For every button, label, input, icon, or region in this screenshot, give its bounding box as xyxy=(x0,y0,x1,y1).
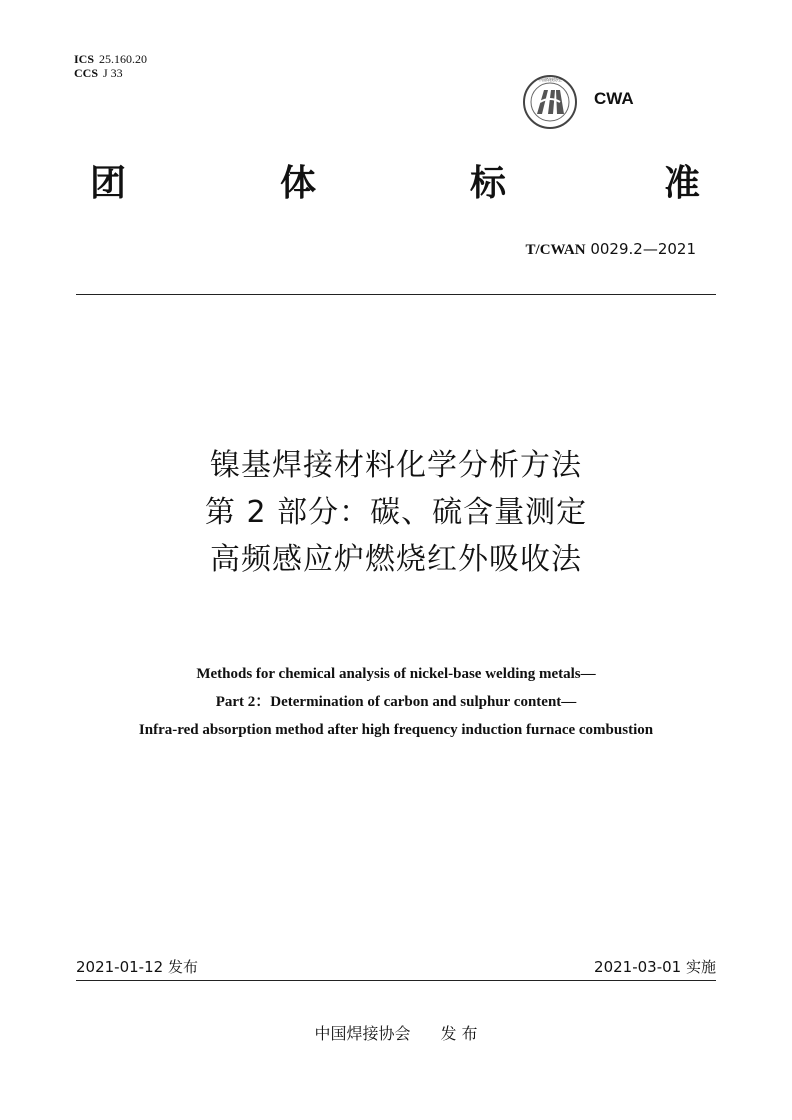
standard-number xyxy=(526,240,696,259)
title-en-block xyxy=(0,660,792,744)
standard-prefix: T/CWAN xyxy=(525,242,586,258)
footer-rule xyxy=(76,980,716,981)
ccs-row xyxy=(74,66,147,80)
title-en-line-1: Methods for chemical analysis of nickel-base welding metals— xyxy=(196,666,596,682)
title-cn-block xyxy=(0,442,792,583)
ics-row xyxy=(74,52,147,66)
ics-label: ICS xyxy=(74,52,95,66)
header-char-4: 准 xyxy=(664,163,701,204)
standard-code: 0029.2—2021 xyxy=(590,240,696,258)
header-char-2: 体 xyxy=(280,163,317,204)
classification-codes xyxy=(74,52,147,80)
publisher-action: 发 布 xyxy=(440,1024,478,1043)
header-rule xyxy=(76,294,716,295)
title-cn-line-1: 镍基焊接材料化学分析方法 xyxy=(210,448,582,483)
ccs-label: CCS xyxy=(74,66,99,80)
ics-value: 25.160.20 xyxy=(99,52,148,66)
ccs-value: J 33 xyxy=(103,66,123,80)
title-en-line-2: Part 2：Determination of carbon and sulphur content— xyxy=(215,694,577,710)
title-en-line-3: Infra-red absorption method after high frequency induction furnace combustion xyxy=(138,722,654,738)
svg-text:中国焊接协会: 中国焊接协会 xyxy=(538,77,562,82)
publisher-line xyxy=(0,1021,792,1044)
publish-date: 2021-01-12 发布 xyxy=(76,958,198,976)
title-cn-line-3: 高频感应炉燃烧红外吸收法 xyxy=(210,542,582,577)
publisher-name: 中国焊接协会 xyxy=(314,1024,411,1043)
header-char-1: 团 xyxy=(90,163,127,204)
header-char-3: 标 xyxy=(470,163,507,204)
implement-date: 2021-03-01 实施 xyxy=(594,958,716,976)
cwa-logo-text: CWA xyxy=(594,89,634,108)
title-cn-line-2: 第 2 部分：碳、硫含量测定 xyxy=(204,495,588,530)
